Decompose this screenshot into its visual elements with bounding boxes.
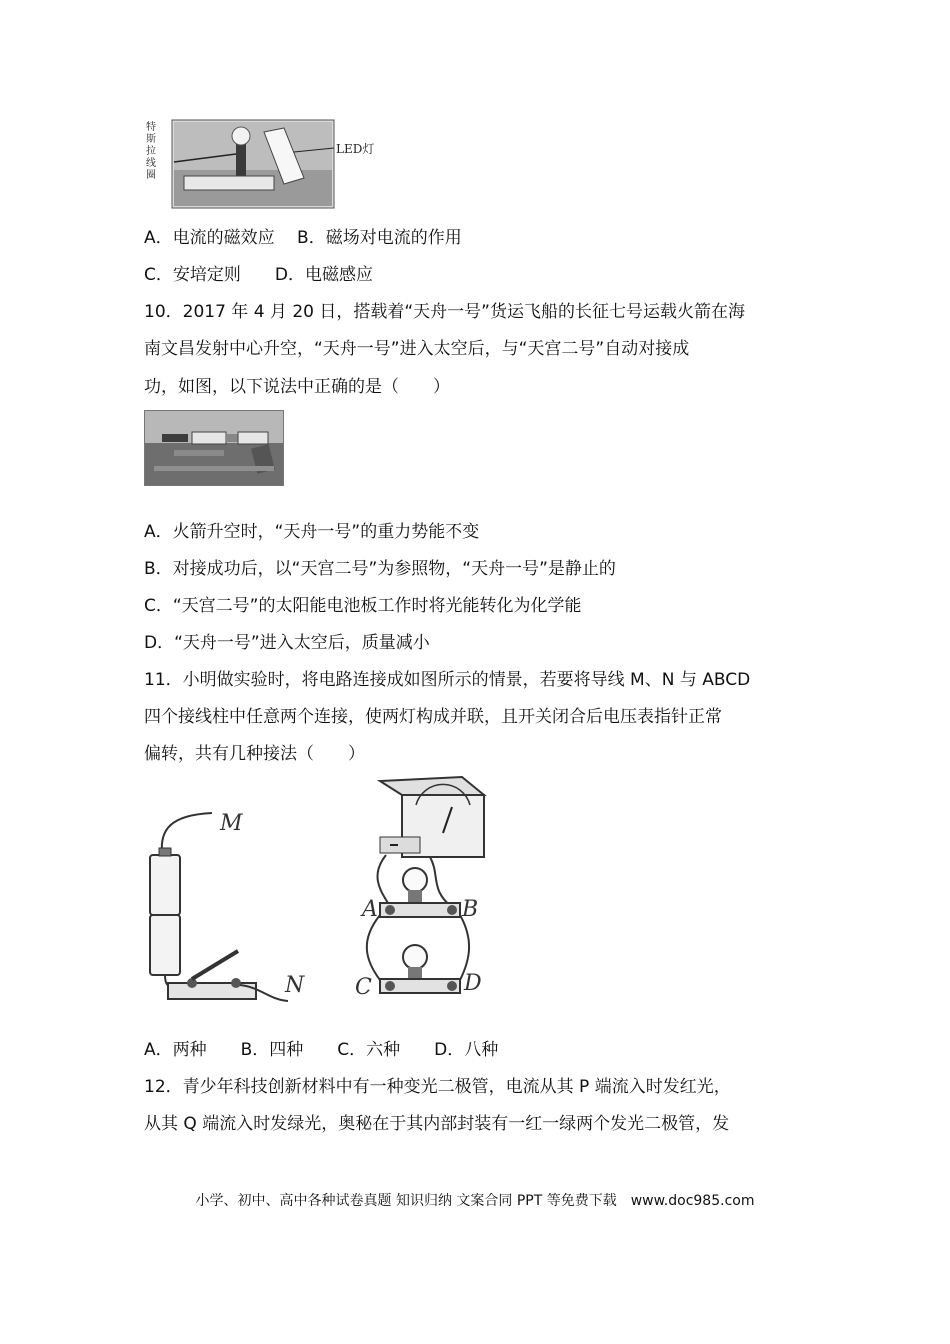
q10-option-d: D．“天舟一号”进入太空后，质量减小 xyxy=(144,633,430,653)
circuit-label-m: M xyxy=(220,811,243,836)
q12-stem-line2: 从其 Q 端流入时发绿光，奥秘在于其内部封装有一红一绿两个发光二极管，发 xyxy=(144,1114,730,1134)
q11-options: A．两种 B．四种 C．六种 D．八种 xyxy=(144,1040,499,1060)
q11-stem-line2: 四个接线柱中任意两个连接，使两灯构成并联，且开关闭合后电压表指针正常 xyxy=(144,707,722,727)
circuit-figure xyxy=(140,775,500,1020)
q11-stem-line1: 11．小明做实验时，将电路连接成如图所示的情景，若要将导线 M、N 与 ABCD xyxy=(144,670,751,690)
q9-options-line1: A．电流的磁效应 B．磁场对电流的作用 xyxy=(144,228,462,248)
q12-stem-line1: 12．青少年科技创新材料中有一种变光二极管，电流从其 P 端流入时发红光， xyxy=(144,1077,731,1097)
circuit-label-n: N xyxy=(285,973,305,998)
page-footer: 小学、初中、高中各种试卷真题 知识归纳 文案合同 PPT 等免费下载 www.doc985.com xyxy=(195,1193,755,1209)
circuit-label-c: C xyxy=(355,975,372,1000)
q10-stem-line2: 南文昌发射中心升空，“天舟一号”进入太空后，与“天宫二号”自动对接成 xyxy=(144,339,690,359)
circuit-label-b: B xyxy=(462,897,479,922)
figure-label-tesla-coil: 特斯拉线圈 xyxy=(146,122,156,181)
circuit-label-d: D xyxy=(464,971,482,996)
figure-label-led: LED灯 xyxy=(336,142,375,156)
q9-options-line2: C．安培定则 D．电磁感应 xyxy=(144,265,373,285)
q10-stem-line1: 10．2017 年 4 月 20 日，搭载着“天舟一号”货运飞船的长征七号运载火箭在海 xyxy=(144,302,745,322)
q10-stem-line3: 功，如图，以下说法中正确的是（ ） xyxy=(144,377,450,397)
q10-option-c: C．“天宫二号”的太阳能电池板工作时将光能转化为化学能 xyxy=(144,596,582,616)
spacecraft-docking-figure xyxy=(144,410,284,486)
q11-stem-line3: 偏转，共有几种接法（ ） xyxy=(144,744,365,764)
q10-option-b: B．对接成功后，以“天宫二号”为参照物，“天舟一号”是静止的 xyxy=(144,559,616,579)
circuit-label-a: A xyxy=(362,897,378,922)
q10-option-a: A．火箭升空时，“天舟一号”的重力势能不变 xyxy=(144,522,480,542)
tesla-coil-figure xyxy=(144,118,375,210)
